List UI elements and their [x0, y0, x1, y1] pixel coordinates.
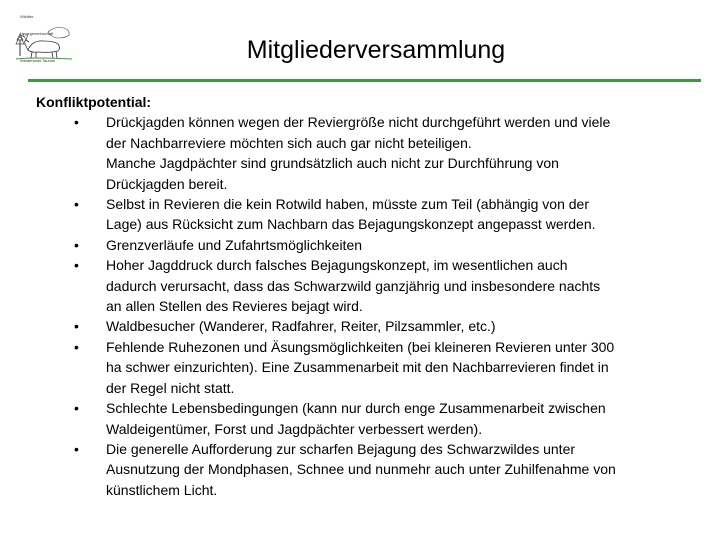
bullet-text-line: Drückjagden bereit.: [106, 175, 228, 192]
logo-text-line3: Westerwald-Taunus: [20, 58, 56, 63]
bullet-text-line: künstlichem Licht.: [106, 481, 218, 498]
section-heading: Konfliktpotential:: [36, 94, 152, 110]
bullet-list: [36, 112, 700, 500]
bullet-text-line: der Regel nicht statt.: [106, 379, 235, 396]
slide-title: Mitgliederversammlung: [246, 36, 506, 64]
bullet-item: [36, 398, 700, 439]
bullet-text-line: Fehlende Ruhezonen und Äsungsmöglichkeiten (bei kleineren Revieren unter 300: [106, 338, 615, 355]
logo: [14, 10, 76, 66]
bullet-text-line: Waldeigentümer, Forst und Jagdpächter verbessert werden).: [106, 420, 483, 437]
bullet-text-line: Selbst in Revieren die kein Rotwild haben, müsste zum Teil (abhängig von der: [106, 196, 590, 213]
bullet-marker: •: [74, 440, 79, 457]
bullet-text-line: Manche Jagdpächter sind grundsätzlich auch nicht zur Durchführung von: [106, 155, 559, 172]
bullet-item: [36, 112, 700, 194]
bullet-text-line: Hoher Jagddruck durch falsches Bejagungskonzept, im wesentlichen auch: [106, 257, 568, 274]
bullet-text-line: ha schwer einzurichten). Eine Zusammenarbeit mit den Nachbarrevieren findet in: [106, 359, 609, 376]
bullet-marker: •: [74, 114, 79, 131]
bullet-text-line: an allen Stellen des Revieres bejagt wird.: [106, 298, 363, 315]
bullet-item: [36, 316, 700, 336]
bullet-item: [36, 235, 700, 255]
bullet-text-line: Schlechte Lebensbedingungen (kann nur durch enge Zusammenarbeit zwischen: [106, 400, 606, 417]
bullet-item: [36, 337, 700, 398]
bullet-marker: •: [74, 236, 79, 253]
bullet-text-line: dadurch verursacht, dass das Schwarzwild ganzjährig und insbesondere nachts: [106, 277, 601, 294]
bullet-text-line: Die generelle Aufforderung zur scharfen Bejagung des Schwarzwildes unter: [106, 440, 576, 457]
bullet-text-line: Waldbesucher (Wanderer, Radfahrer, Reiter, Pilzsammler, etc.): [106, 318, 496, 335]
bullet-item: [36, 439, 700, 500]
bullet-marker: •: [74, 196, 79, 213]
logo-text-line2: Hegegemeinschaft: [20, 31, 54, 36]
bullet-text-line: Ausnutzung der Mondphasen, Schnee und nunmehr auch unter Zuhilfenahme von: [106, 461, 616, 478]
bullet-text-line: Drückjagden können wegen der Reviergröße nicht durchgeführt werden und viele: [106, 114, 611, 131]
bullet-marker: •: [74, 400, 79, 417]
bullet-item: [36, 255, 700, 316]
bullet-text-line: der Nachbarreviere möchten sich auch gar nicht beteiligen.: [106, 134, 472, 151]
title-divider: [28, 79, 701, 82]
logo-text-line1: Wildtier-: [20, 14, 35, 19]
bullet-item: [36, 194, 700, 235]
bullet-marker: •: [74, 257, 79, 274]
bullet-marker: •: [74, 318, 79, 335]
bullet-marker: •: [74, 338, 79, 355]
bullet-text-line: Lage) aus Rücksicht zum Nachbarn das Bejagungskonzept angepasst werden.: [106, 216, 596, 233]
bullet-text-line: Grenzverläufe und Zufahrtsmöglichkeiten: [106, 236, 363, 253]
slide-content: [36, 92, 700, 500]
